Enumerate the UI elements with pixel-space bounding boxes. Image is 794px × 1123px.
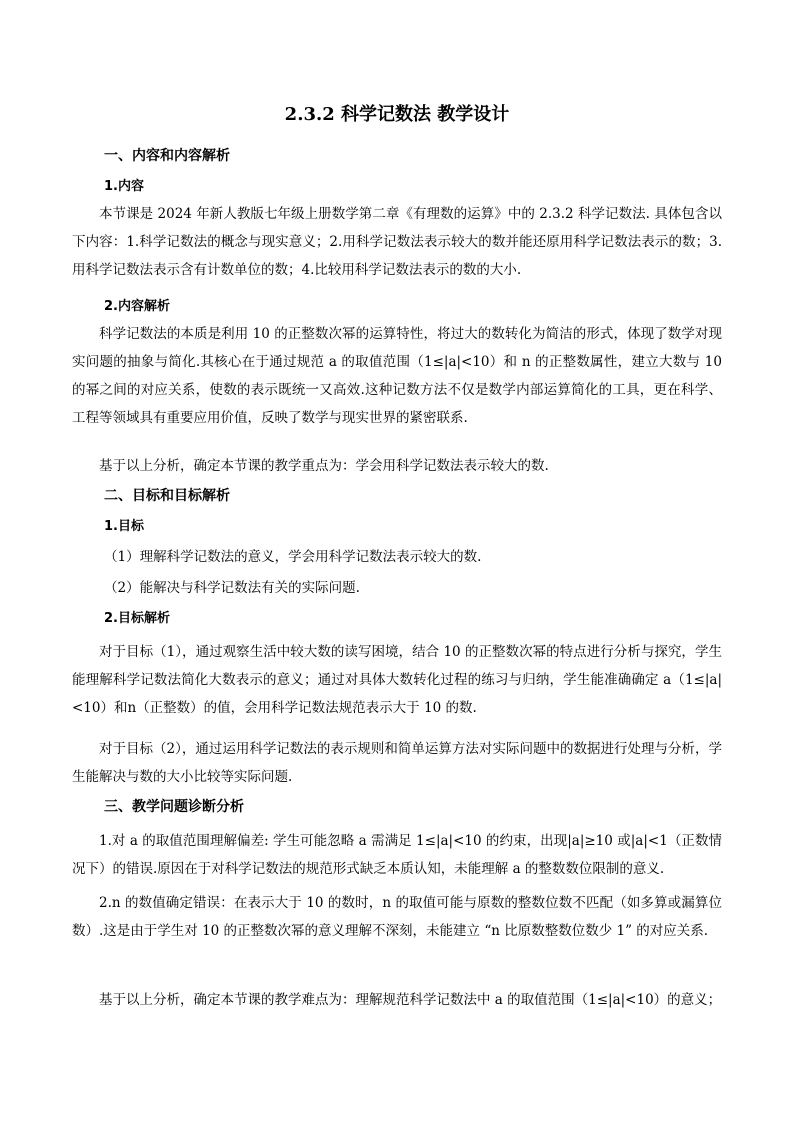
section-3-paragraph-2: 2.n 的数值确定错误：在表示大于 10 的数时，n 的取值可能与原数的整数位数不匹配（如多算或漏算位数）.这是由于学生对 10 的正整数次幂的意义理解不深刻，未能建立 “n 比原数整数位数少 1” 的对应关系.: [72, 895, 722, 939]
section-3-heading: 三、教学问题诊断分析: [104, 799, 244, 815]
page-title: 2.3.2 科学记数法 教学设计: [284, 104, 510, 125]
section-2-paragraph-goal-2: 对于目标（2），通过运用科学记数法的表示规则和简单运算方法对实际问题中的数据进行处理与分析，学生能解决与数的大小比较等实际问题.: [72, 741, 722, 785]
goal-item-2: （2）能解决与科学记数法有关的实际问题.: [104, 580, 360, 596]
goal-item-1: （1）理解科学记数法的意义，学会用科学记数法表示较大的数.: [104, 549, 482, 565]
section-2-heading: 二、目标和目标解析: [104, 488, 230, 504]
section-2-paragraph-goal-1: 对于目标（1），通过观察生活中较大数的读写困境，结合 10 的正整数次幂的特点进行分析与探究，学生能理解科学记数法简化大数表示的意义；通过对具体大数转化过程的练习与归纳，学生能准确确定 a（1≤|a|<10）和n（正整数）的值，会用科学记数法规范表示大于 10 的数.: [72, 644, 722, 716]
section-2-subheading-goals: 1.目标: [104, 519, 144, 534]
section-1-paragraph-analysis: 科学记数法的本质是利用 10 的正整数次幂的运算特性，将过大的数转化为简洁的形式，体现了数学对现实问题的抽象与简化.其核心在于通过规范 a 的取值范围（1≤|a|<10）和 n 的正整数属性，建立大数与 10 的幂之间的对应关系，使数的表示既统一又高效.这种记数方法不仅是数学内部运算简化的工具，更在科学、工程等领域具有重要应用价值，反映了数学与现实世界的紧密联系.: [72, 326, 722, 426]
section-3-paragraph-3: 基于以上分析，确定本节课的教学难点为：理解规范科学记数法中 a 的取值范围（1≤|a|<10）的意义；: [99, 992, 722, 1008]
section-3-paragraph-1: 1.对 a 的取值范围理解偏差: 学生可能忽略 a 需满足 1≤|a|<10 的约束，出现|a|≥10 或|a|<1（正数情况下）的错误.原因在于对科学记数法的规范形式缺乏本质认知，未能理解 a 的整数数位限制的意义.: [72, 833, 722, 877]
section-1-paragraph-key-point: 基于以上分析，确定本节课的教学重点为：学会用科学记数法表示较大的数.: [99, 458, 549, 474]
section-2-subheading-analysis: 2.目标解析: [104, 611, 170, 626]
section-1-subheading-analysis: 2.内容解析: [104, 299, 170, 314]
section-1-heading: 一、内容和内容解析: [104, 148, 230, 164]
section-1-paragraph-content: 本节课是 2024 年新人教版七年级上册数学第二章《有理数的运算》中的 2.3.2 科学记数法. 具体包含以下内容：1.科学记数法的概念与现实意义；2.用科学记数法表示较大的数并能还原用科学记数法表示的数；3.用科学记数法表示含有计数单位的数；4.比较用科学记数法表示的数的大小.: [72, 206, 722, 278]
section-1-subheading-content: 1.内容: [104, 179, 144, 194]
